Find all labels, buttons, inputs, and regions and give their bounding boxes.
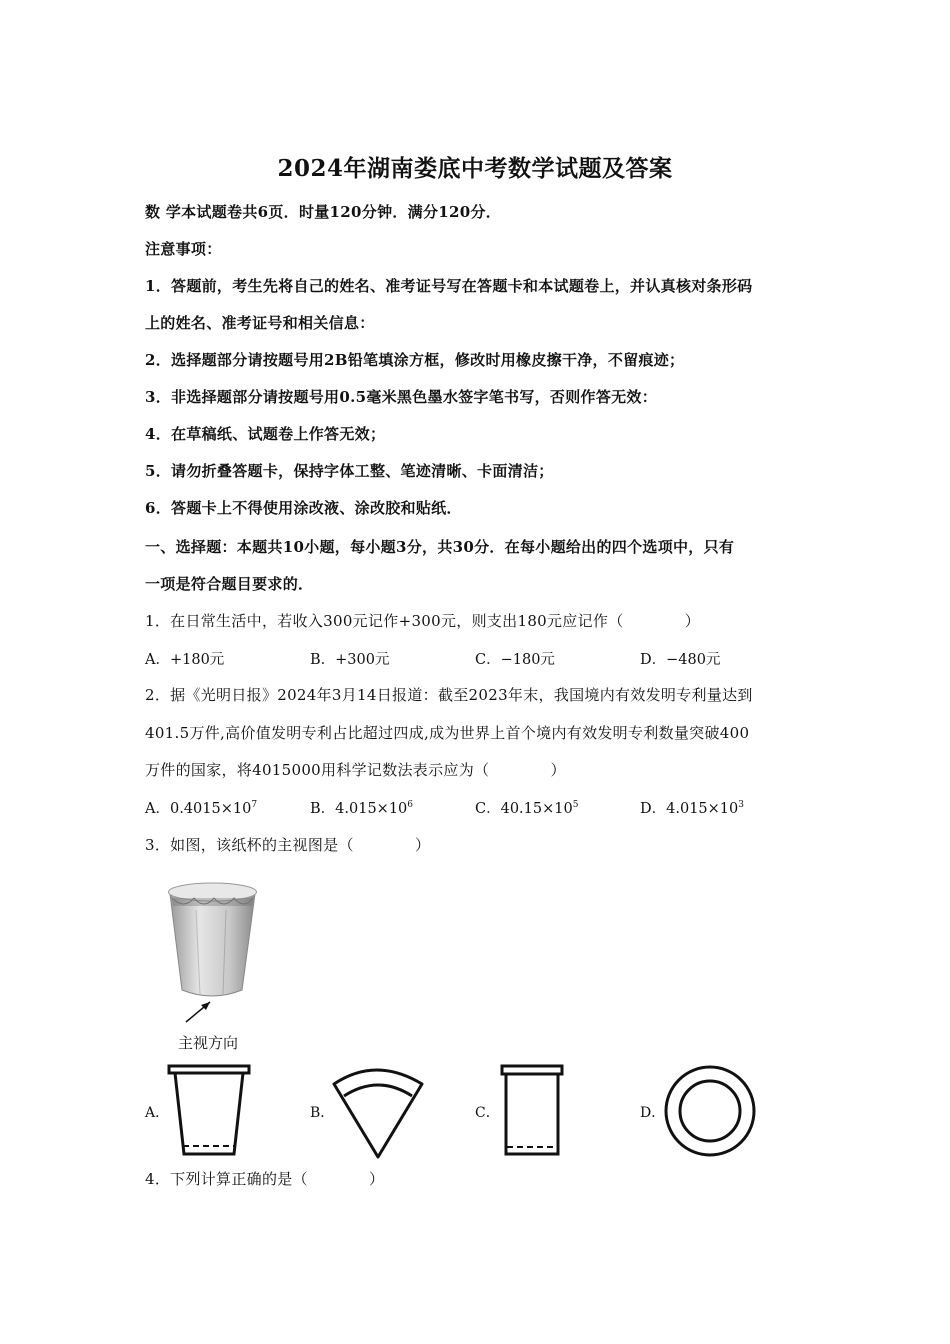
notice-heading: 注意事项： bbox=[145, 240, 222, 258]
q1-option-d: D．−480元 bbox=[640, 652, 721, 668]
q3-option-b-label: B． bbox=[310, 1105, 335, 1121]
q2-option-d: D．$4.015\times 10^3$ bbox=[640, 800, 744, 817]
question-2-stem-line2: 401.5万件,高价值发明专利占比超过四成,成为世界上首个境内有效发明专利数量突破400 bbox=[145, 724, 750, 742]
q3-option-d-figure bbox=[662, 1064, 762, 1160]
notice-6: 6．答题卡上不得使用涂改液、涂改胶和贴纸． bbox=[145, 499, 462, 517]
q3-option-a-label: A． bbox=[145, 1105, 170, 1121]
q3-option-b-figure bbox=[330, 1062, 430, 1162]
notice-3: 3．非选择题部分请按题号用0.5毫米黑色墨水签字笔书写，否则作答无效： bbox=[145, 388, 658, 406]
paper-cup-figure bbox=[160, 880, 270, 1030]
q3-option-c-label: C． bbox=[475, 1105, 500, 1121]
q3-option-c-figure bbox=[498, 1062, 568, 1162]
q1-option-c: C．−180元 bbox=[475, 652, 555, 668]
q2-option-a: A．$0.4015\times 10^7$ bbox=[145, 800, 258, 817]
notice-1-cont: 上的姓名、准考证号和相关信息： bbox=[145, 314, 375, 332]
notice-2: 2．选择题部分请按题号用2B铅笔填涂方框，修改时用橡皮擦干净，不留痕迹； bbox=[145, 351, 685, 369]
q2-option-c: C．$40.15\times 10^5$ bbox=[475, 800, 579, 817]
question-1-stem: 1．在日常生活中，若收入300元记作+300元，则支出180元应记作（ ） bbox=[145, 612, 701, 630]
q3-option-a-figure bbox=[165, 1062, 255, 1162]
q3-option-d-label: D． bbox=[640, 1105, 666, 1121]
notice-1: 1．答题前，考生先将自己的姓名、准考证号写在答题卡和本试题卷上，并认真核对条形码 bbox=[145, 277, 753, 295]
notice-5: 5．请勿折叠答题卡，保持字体工整、笔迹清晰、卡面清洁； bbox=[145, 462, 554, 480]
view-direction-caption: 主视方向 bbox=[178, 1034, 239, 1052]
question-3-stem: 3．如图，该纸杯的主视图是（ ） bbox=[145, 836, 431, 854]
q1-option-a: A．+180元 bbox=[145, 652, 225, 668]
question-2-stem-line3: 万件的国家，将4015000用科学记数法表示应为（ ） bbox=[145, 761, 566, 779]
question-4-stem: 4．下列计算正确的是（ ） bbox=[145, 1170, 385, 1188]
q2-option-b: B．$4.015\times 10^6$ bbox=[310, 800, 414, 817]
section-heading-cont: 一项是符合题目要求的． bbox=[145, 575, 314, 593]
exam-intro: 数 学本试题卷共6页．时量120分钟．满分120分． bbox=[145, 203, 502, 221]
question-2-stem-line1: 2．据《光明日报》2024年3月14日报道：截至2023年末，我国境内有效发明专利量达到 bbox=[145, 686, 753, 704]
section-heading: 一、选择题：本题共10小题，每小题3分，共30分．在每小题给出的四个选项中，只有 bbox=[145, 538, 735, 556]
q1-option-b: B．+300元 bbox=[310, 652, 390, 668]
page-title: 2024年湖南娄底中考数学试题及答案 bbox=[277, 155, 673, 182]
notice-4: 4．在草稿纸、试题卷上作答无效； bbox=[145, 425, 386, 443]
